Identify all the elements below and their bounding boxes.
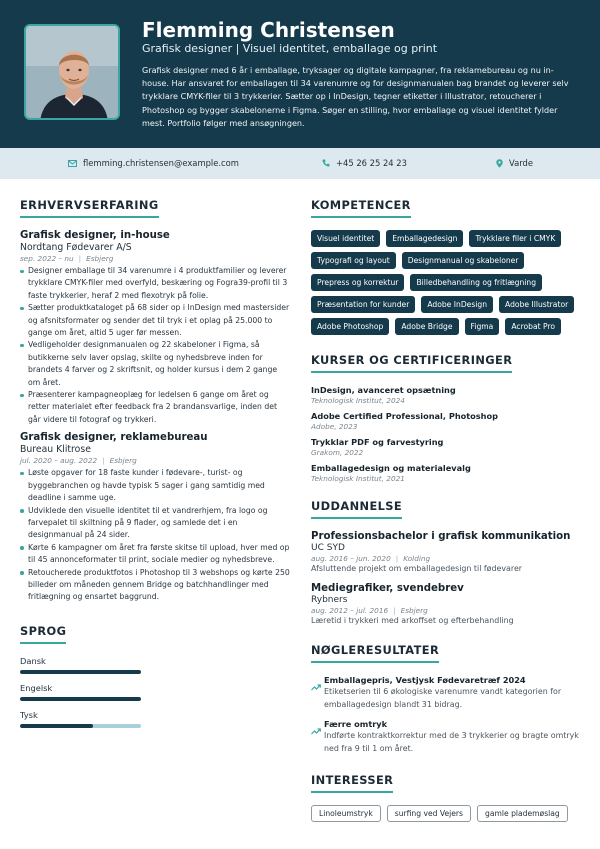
left-column	[20, 194, 290, 737]
trend-up-icon	[311, 684, 321, 691]
job-dates: jul. 2020 – aug. 2022	[20, 456, 98, 466]
skill-tag: Figma	[465, 318, 500, 335]
section-title-languages: SPROG	[20, 624, 66, 644]
job-meta: jul. 2020 – aug. 2022 | Esbjerg	[20, 456, 137, 466]
trend-up-icon	[311, 728, 321, 735]
interest-tag: gamle plademøslag	[477, 805, 568, 822]
achievement-title: Færre omtryk	[324, 719, 388, 730]
job-dates: sep. 2022 – nu	[20, 254, 74, 263]
skill-tag: Præsentation for kunder	[311, 296, 415, 313]
job-company: Bureau Klitrose	[20, 444, 91, 456]
skill-tag: Prepress og korrektur	[311, 274, 404, 291]
contact-location	[496, 158, 533, 168]
language-level-fill	[20, 697, 141, 701]
contact-email[interactable]	[68, 158, 239, 168]
education-location: Esbjerg	[400, 606, 428, 615]
achievement-item	[311, 675, 583, 711]
headline: Grafisk designer | Visuel identitet, emballage og print	[142, 42, 438, 55]
language-list	[20, 656, 290, 728]
candidate-name: Flemming Christensen	[142, 18, 395, 42]
achievement-item	[311, 719, 583, 755]
skill-tag: Acrobat Pro	[505, 318, 561, 335]
skill-tag: Adobe Illustrator	[499, 296, 574, 313]
course-title: Trykklar PDF og farvestyring	[311, 437, 444, 447]
right-column	[311, 194, 583, 822]
job-bullet: Vedligeholder designmanualen og 22 skabeloner i Figma, så butikkerne selv laver opslag, skilte og nyhedsbreve inden for brandets 4 farver og 2 skriftsnit, og holder kursus i dem 2 gange om året.	[20, 339, 290, 389]
education-desc: Læretid i trykkeri med arkoffset og efterbehandling	[311, 616, 514, 625]
job-bullets	[20, 467, 290, 603]
language-item	[20, 710, 290, 728]
skill-tag: Adobe Bridge	[395, 318, 458, 335]
profile-summary: Grafisk designer med 6 år i emballage, tryksager og digitale kampagner, fra reklamebureau og nu in-house. Har ansvaret for emballagen til 34 varenumre og for designmanualen bag brandet og leverer selv trykklare CMYK-filer til 3 trykkerier. Sætter op i InDesign, tegner etiketter i Illustrator, retoucherer i Photoshop og bygger skabelonerne i Figma. Søger en stilling, hvor emballage og visuel identitet fylder mest. Portfolio følger med ansøgningen.	[142, 65, 569, 128]
skill-tag: Designmanual og skabeloner	[402, 252, 525, 269]
skill-tag: Visuel identitet	[311, 230, 380, 247]
skill-tags	[311, 230, 581, 335]
education-school: Rybners	[311, 595, 348, 605]
section-title-achievements: NØGLERESULTATER	[311, 643, 439, 663]
education-meta: aug. 2016 – jun. 2020 | Kolding	[311, 554, 431, 563]
skill-tag: Emballagedesign	[386, 230, 463, 247]
language-name: Tysk	[20, 709, 38, 720]
job-bullet: Løste opgaver for 18 faste kunder i fødevare-, turist- og byggebranchen og havde typisk 5 sager i gang samtidig med deadline i samme uge.	[20, 467, 290, 504]
job-bullet: Præsenterer kampagneoplæg for ledelsen 6 gange om året og retter materialet efter feedback fra 2 brandansvarlige, inden det går videre til fotograf og trykkeri.	[20, 389, 290, 426]
education-dates: aug. 2016 – jun. 2020	[311, 554, 391, 563]
language-name: Dansk	[20, 655, 46, 666]
education-dates: aug. 2012 – jul. 2016	[311, 606, 389, 615]
interest-tags	[311, 805, 583, 822]
interest-tag: Linoleumstryk	[311, 805, 381, 822]
achievement-title: Emballagepris, Vestjysk Fødevaretræf 2024	[324, 675, 526, 685]
job-bullet: Udviklede den visuelle identitet til et vandrerhjem, fra logo og farvepalet til skiltning på 9 flader, og samlede det i en designmanual på 24 sider.	[20, 505, 290, 542]
job-bullet: Designer emballage til 34 varenumre i 4 produktfamilier og leverer trykklare CMYK-filer med overfyld, beskæring og Fogra39-profil til 3 faste trykkerier, heraf 2 med flexotryk på folie.	[20, 265, 290, 302]
job-bullet: Retoucherede produktfotos i Photoshop til 3 webshops og kørte 250 billeder om måneden gennem Bridge og batchhandlinger med fritlægning og ensartet baggrund.	[20, 567, 290, 604]
achievement-desc: Etiketserien til 6 økologiske varenumre vandt kategorien for emballagedesign blandt 31 bidrag.	[324, 687, 562, 709]
education-item	[311, 531, 583, 573]
language-level-fill	[20, 670, 141, 674]
section-title-experience: ERHVERVSERFARING	[20, 198, 159, 218]
course-meta: Teknologisk Institut, 2021	[311, 474, 405, 483]
language-item	[20, 656, 290, 674]
course-meta: Grakom, 2022	[311, 448, 364, 457]
education-location: Kolding	[403, 554, 431, 563]
course-item	[311, 385, 583, 405]
job-bullet: Sætter produktkataloget på 68 sider op i InDesign med mastersider og afsnitsformater og sender det til tryk i et oplag på 25.000 to gange om året, altid 5 uger før messen.	[20, 302, 290, 339]
skill-tag: Adobe InDesign	[421, 296, 493, 313]
skill-tag: Trykklare filer i CMYK	[469, 230, 561, 247]
course-title: InDesign, avanceret opsætning	[311, 385, 456, 395]
course-item	[311, 437, 583, 457]
course-meta: Adobe, 2023	[311, 422, 358, 431]
job-bullet: Kørte 6 kampagner om året fra første skitse til upload, hver med op til 45 annonceformater til print, sociale medier og nyhedsbreve.	[20, 542, 290, 567]
section-title-courses: KURSER OG CERTIFICERINGER	[311, 353, 512, 373]
language-level-bar	[20, 670, 141, 674]
education-meta: aug. 2012 – jul. 2016 | Esbjerg	[311, 606, 428, 615]
job-entry	[20, 432, 290, 603]
course-meta: Teknologisk Institut, 2024	[311, 396, 405, 405]
language-level-bar	[20, 697, 141, 701]
education-item	[311, 583, 583, 625]
contact-bar	[0, 148, 600, 179]
language-level-fill	[20, 724, 93, 728]
education-desc: Afsluttende projekt om emballagedesign til fødevarer	[311, 564, 523, 573]
course-item	[311, 463, 583, 483]
profile-photo	[24, 24, 120, 120]
skill-tag: Billedbehandling og fritlægning	[410, 274, 542, 291]
phone-icon	[322, 159, 330, 167]
job-location: Esbjerg	[86, 254, 114, 263]
language-level-bar	[20, 724, 141, 728]
job-entry	[20, 230, 290, 426]
language-name: Engelsk	[20, 682, 53, 693]
mail-icon	[68, 160, 77, 167]
header	[0, 0, 600, 148]
location-pin-icon	[496, 159, 503, 168]
education-title: Mediegrafiker, svendebrev	[311, 583, 464, 594]
job-bullets	[20, 265, 290, 426]
section-title-interests: INTERESSER	[311, 773, 393, 793]
course-list	[311, 385, 583, 483]
contact-phone[interactable]	[322, 158, 407, 168]
person-photo-icon	[26, 26, 120, 120]
section-title-education: UDDANNELSE	[311, 499, 402, 519]
job-company: Nordtang Fødevarer A/S	[20, 242, 132, 253]
education-school: UC SYD	[311, 543, 345, 553]
course-item	[311, 411, 583, 431]
skill-tag: Adobe Photoshop	[311, 318, 389, 335]
achievement-desc: Indførte kontraktkorrektur med de 3 trykkerier og bragte omtryk ned fra 9 til 1 om året.	[324, 731, 579, 753]
job-title: Grafisk designer, reklamebureau	[20, 432, 208, 444]
course-title: Adobe Certified Professional, Photoshop	[311, 411, 498, 421]
section-title-skills: KOMPETENCER	[311, 198, 411, 218]
job-title: Grafisk designer, in-house	[20, 230, 170, 241]
interest-tag: surfing ved Vejers	[387, 805, 471, 822]
education-title: Professionsbachelor i grafisk kommunikation	[311, 531, 571, 542]
job-location: Esbjerg	[109, 456, 137, 466]
location-text: Varde	[509, 158, 533, 168]
language-item	[20, 683, 290, 701]
email-text: flemming.christensen@example.com	[83, 158, 239, 168]
course-title: Emballagedesign og materialevalg	[311, 463, 471, 473]
skill-tag: Typografi og layout	[311, 252, 396, 269]
job-meta: sep. 2022 – nu | Esbjerg	[20, 254, 114, 263]
phone-text: +45 26 25 24 23	[336, 158, 407, 168]
